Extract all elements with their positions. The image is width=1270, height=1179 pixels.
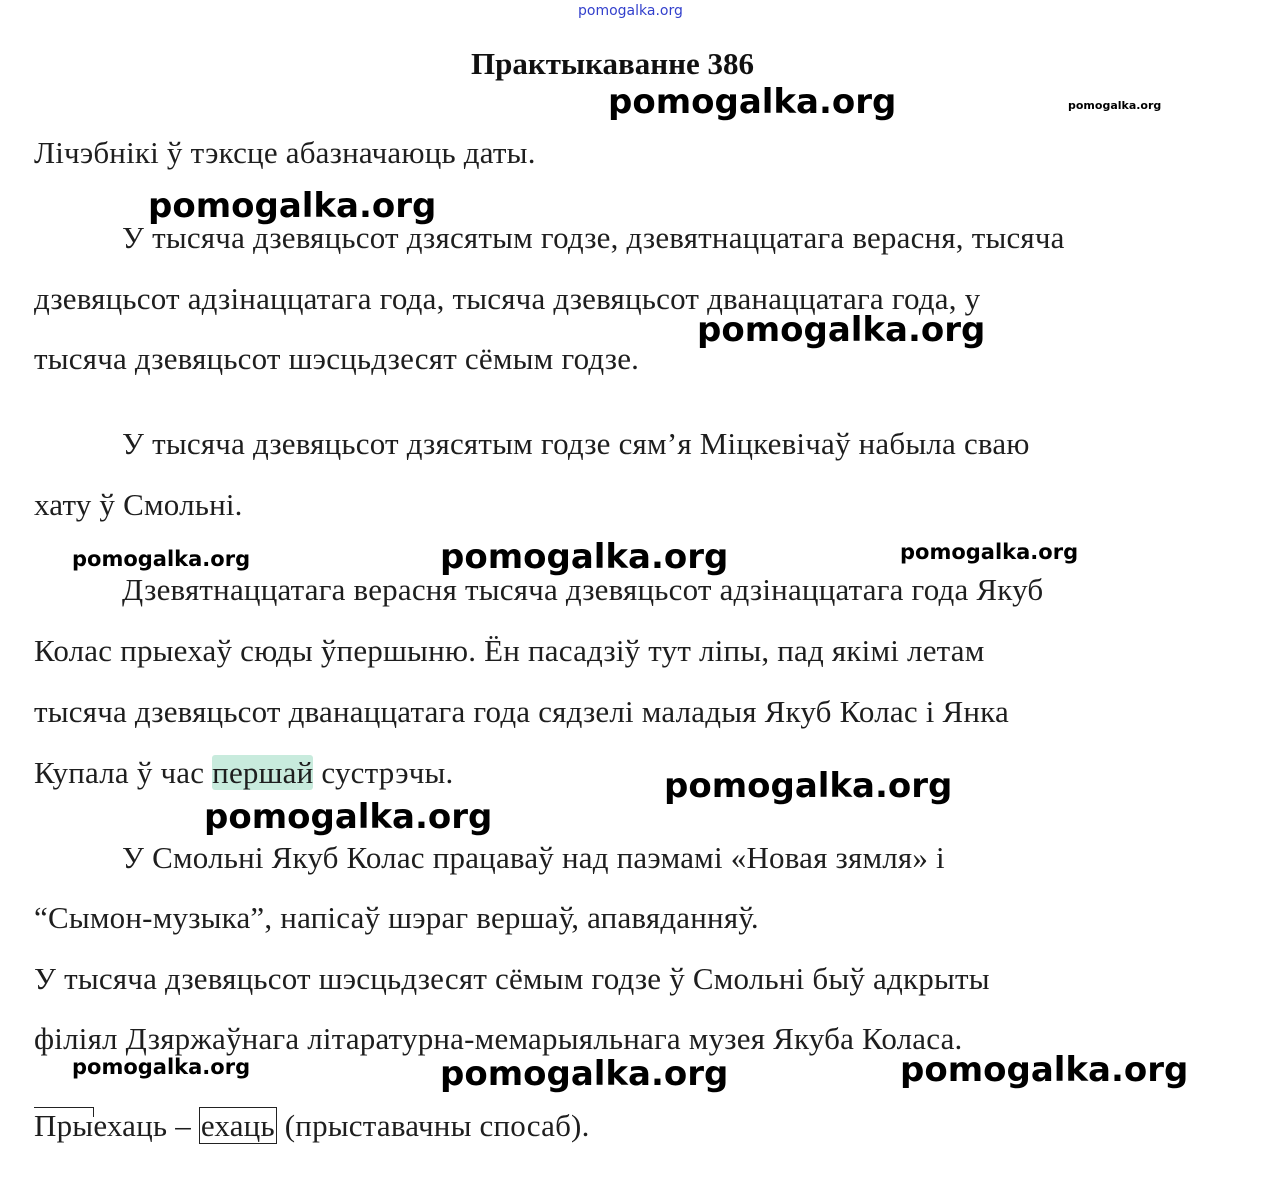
watermark: pomogalka.org [697,310,986,350]
paragraph-line: У тысяча дзевяцьсот шэсцьдзесят сёмым годзе ў Смольні быў адкрыты [34,961,990,996]
formation-method: (прыставачны спосаб). [276,1108,590,1143]
text-segment: сустрэчы. [313,755,454,790]
paragraph-line: У тысяча дзевяцьсот дзясятым годзе сям’я Міцкевічаў набыла сваю [122,426,1030,461]
watermark: pomogalka.org [148,186,437,226]
root-segment: ехаць [93,1108,168,1143]
text-segment: Купала ў час [34,755,213,790]
paragraph-line: У Смольні Якуб Колас працаваў над паэмамі «Новая зямля» і [122,840,945,875]
paragraph-line [34,755,453,791]
watermark: pomogalka.org [900,1050,1189,1090]
highlighted-word: першай [212,755,314,790]
watermark: pomogalka.org [72,1055,251,1079]
watermark: pomogalka.org [608,82,897,122]
watermark: pomogalka.org [1068,99,1162,112]
watermark: pomogalka.org [204,797,493,837]
watermark: pomogalka.org [440,1054,729,1094]
word-analysis [34,1108,590,1144]
watermark: pomogalka.org [900,540,1079,564]
prefix-segment: Пры [34,1108,94,1143]
paragraph-line: Колас прыехаў сюды ўпершыню. Ён пасадзіў тут ліпы, пад якімі летам [34,633,985,668]
watermark: pomogalka.org [664,766,953,806]
page-title: Практыкаванне 386 [470,46,754,81]
paragraph-line: У тысяча дзевяцьсот дзясятым годзе, дзевятнаццатага верасня, тысяча [122,220,1065,255]
paragraph-line: Дзевятнаццатага верасня тысяча дзевяцьсот адзінаццатага года Якуб [122,572,1044,607]
base-word: ехаць [200,1108,275,1143]
paragraph-line: філіял Дзяржаўнага літаратурна-мемарыяльнага музея Якуба Коласа. [34,1021,963,1056]
paragraph-line: хату ў Смольні. [34,487,243,522]
watermark: pomogalka.org [72,547,251,571]
paragraph-line: “Сымон-музыка”, напісаў шэраг вершаў, апавяданняў. [34,900,759,935]
paragraph-line: тысяча дзевяцьсот шэсцьдзесят сёмым годзе. [34,341,640,376]
watermark-top: pomogalka.org [578,3,683,19]
dash: – [167,1108,199,1143]
paragraph-line: дзевяцьсот адзінаццатага года, тысяча дзевяцьсот дванаццатага года, у [34,281,981,316]
intro-text: Лічэбнікі ў тэксце абазначаюць даты. [34,135,536,170]
watermark: pomogalka.org [440,537,729,577]
paragraph-line: тысяча дзевяцьсот дванаццатага года сядзелі маладыя Якуб Колас і Янка [34,694,1009,729]
